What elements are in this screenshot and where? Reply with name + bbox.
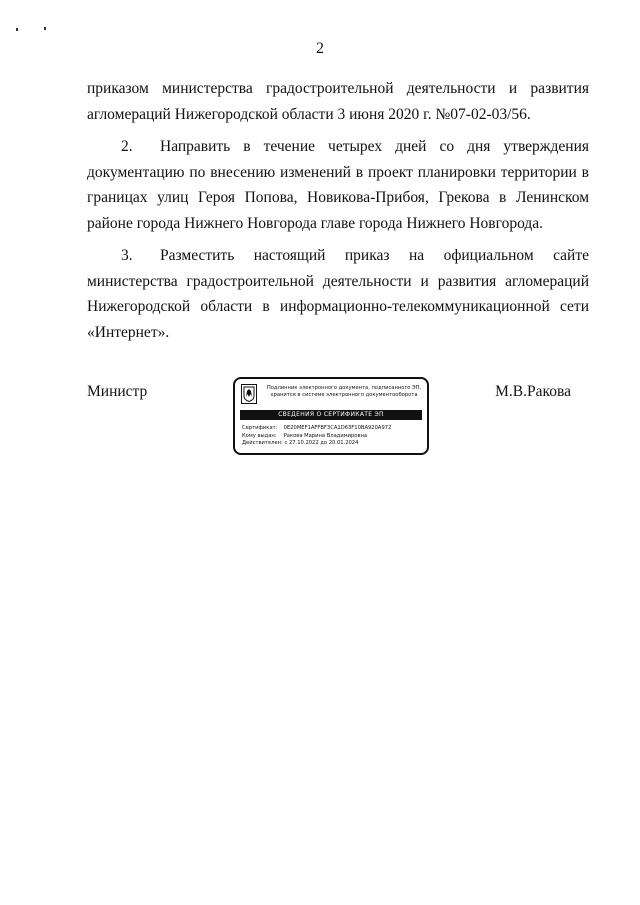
stamp-band: СВЕДЕНИЯ О СЕРТИФИКАТЕ ЭП bbox=[240, 410, 422, 420]
stamp-header bbox=[241, 384, 423, 406]
issued-to-value: Ракова Марина Владимировна bbox=[283, 432, 368, 439]
paragraph-continuation: приказом министерства градостроительной деятельности и развития агломераций Нижегородской области 3 июня 2020 г. №07-02-03/56. bbox=[87, 80, 589, 123]
paragraph-item-3 bbox=[87, 243, 589, 345]
stamp-notice: Подлинник электронного документа, подписанного ЭП, хранится в системе электронного документооборота bbox=[266, 385, 422, 398]
certificate-details bbox=[242, 425, 422, 448]
item-number: 2. bbox=[121, 138, 133, 155]
coat-of-arms-icon bbox=[241, 384, 257, 404]
issued-to-label: Кому выдан: bbox=[242, 432, 277, 439]
item-number: 3. bbox=[121, 247, 133, 264]
scan-speck bbox=[16, 28, 18, 31]
paragraph-item-2 bbox=[87, 134, 589, 236]
validity-row bbox=[242, 440, 422, 448]
validity-value: с 27.10.2022 до 20.01.2024 bbox=[284, 440, 359, 447]
page-number: 2 bbox=[316, 40, 324, 57]
signatory-name: М.В.Ракова bbox=[495, 383, 571, 400]
scan-speck bbox=[44, 27, 46, 30]
certificate-label: Сертификат: bbox=[242, 425, 278, 431]
signatory-title: Министр bbox=[87, 383, 148, 400]
electronic-signature-stamp bbox=[233, 377, 429, 455]
certificate-row bbox=[242, 425, 422, 433]
item-text: Направить в течение четырех дней со дня утверждения документацию по внесению изменений в проект планировки территории в границах улиц Героя Попова, Новикова-Прибоя, Грекова в Ленинском районе города Нижнего Новгорода главе города Нижнего Новгорода. bbox=[87, 138, 589, 232]
item-text: Разместить настоящий приказ на официальном сайте министерства градостроительной деятельности и развития агломераций Нижегородской области в информационно-телекоммуникационной сети «Интернет». bbox=[87, 247, 589, 341]
validity-label: Действителен: bbox=[242, 440, 283, 447]
certificate-value: 0E20MEF1AFFBF3CA1D63F10BA920A972 bbox=[283, 425, 392, 431]
document-body bbox=[87, 76, 589, 345]
signature-block bbox=[87, 380, 571, 465]
